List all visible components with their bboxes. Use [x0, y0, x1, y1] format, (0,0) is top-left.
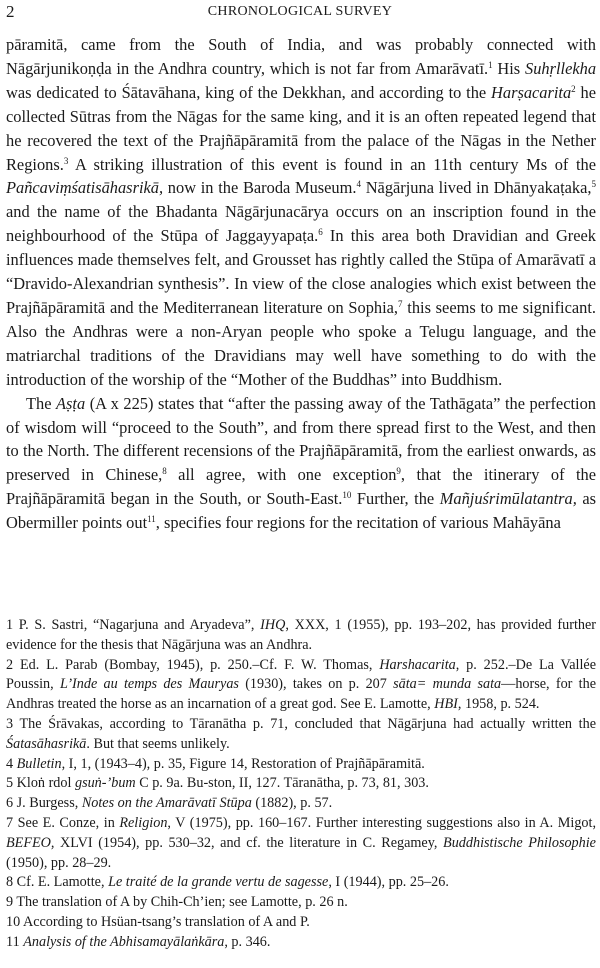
italic-title: Bulletin [16, 755, 62, 772]
text-run: and the name of the Bhadanta Nāgārjunacārya occurs on an inscription found in the neighbourhood of the Stūpa of Jaggayyapaṭa. [6, 202, 596, 246]
page-number: 2 [6, 2, 15, 21]
text-run: . But that seems unlikely. [86, 735, 230, 752]
footnote-ref-10: 10 [342, 490, 352, 501]
italic-title: Le traité de la grande vertu de sagesse [108, 874, 329, 891]
title-harsacarita: Harṣacarita [491, 82, 572, 102]
text-run: (1950), pp. 28–29. [6, 854, 112, 871]
footnote-5 [6, 774, 596, 794]
italic-title: Notes on the Amarāvatī Stūpa [81, 795, 252, 812]
italic-title: BEFEO, [6, 834, 55, 851]
footnote-ref-7: 7 [398, 298, 403, 309]
text-run: C p. 9a. Bu-ston, II, 127. Tāranātha, p. 73, 81, 303. [135, 775, 429, 792]
text-run: , 1958, p. 524. [457, 696, 540, 713]
footnote-ref-3: 3 [63, 155, 69, 166]
footnote-ref-5: 5 [591, 179, 596, 190]
text-run: , p. 252.–De La Vallée Poussin, [6, 656, 596, 693]
footnote-ref-8: 8 [162, 466, 167, 477]
text-run: 6 J. Burgess, [6, 795, 82, 812]
text-run: now in the Baroda Museum. [163, 178, 357, 198]
footnotes [6, 616, 596, 953]
text-run: 5 Kloṅ rdol [6, 775, 75, 792]
footnote-1 [6, 616, 596, 656]
italic-title: Analysis of the Abhisamayālaṅkāra [23, 933, 225, 950]
text-run: , XXX, 1 (1955), pp. 193–202, has provided further evidence for the thesis that Nāgārjuna was an Andhra. [6, 617, 596, 653]
text-run: 11 [6, 933, 24, 950]
footnote-8 [6, 873, 596, 893]
italic-title: Śatasāhasrikā [6, 735, 87, 752]
footnote-9 [6, 893, 596, 913]
footnote-ref-1: 1 [488, 59, 493, 70]
text-run: 10 According to Hsüan-tsang’s translation of A and P. [6, 913, 310, 930]
text-run: (A x 225) states that “after the passing away of the Tathāgata” the perfection of wisdom will “proceed to the South”, and from there spread first to the West, and then to the North. The different recensions of the Prajñāpāramitā, from the earliest onwards, as preserved in Chinese, [6, 393, 596, 485]
footnote-10 [6, 913, 596, 933]
text-run: The [26, 393, 57, 413]
italic-title: Buddhistische Philosophie [443, 834, 596, 851]
italic-title: Religion [119, 814, 168, 831]
text-run: this seems to me significant. Also the Andhras were a non-Aryan people who spoke a Telugu language, and the matriarchal traditions of the Dravidians may well have something to do with the introduction of the worship of the “Mother of the Buddhas” into Buddhism. [6, 297, 596, 389]
text-run: all agree, with one exception [166, 465, 397, 485]
paragraph-1 [6, 33, 596, 392]
text-run: 3 The Śrāvakas, according to Tāranātha p. 71, concluded that Nāgārjuna had actually written the [6, 715, 596, 732]
text-run: he collected Sūtras from the Nāgas for the same king, and it is an often repeated legend that he recovered the text of the Prajñāpāramitā from the palace of the Nāgas in the Nether Regions. [6, 82, 596, 174]
footnote-2 [6, 656, 596, 715]
running-head: CHRONOLOGICAL SURVEY [207, 4, 393, 19]
title-asta: Aṣṭa [56, 393, 86, 413]
text-run: pāramitā, came from the South of India, and was probably connected with Nāgārjunikoṇḍa in the Andhra country, which is not far from Amarāvatī. [6, 35, 596, 78]
text-run: was dedicated to Śātavāhana, king of the Dekkhan, and according to the [6, 82, 492, 102]
text-run: Nāgārjuna lived in Dhānyakaṭaka, [360, 178, 592, 198]
text-run: , V (1975), pp. 160–167. Further interesting suggestions also in A. Migot, [167, 814, 596, 831]
text-run: , I (1944), pp. 25–26. [328, 874, 449, 891]
text-run: 2 Ed. L. Parab (Bombay, 1945), p. 250.–Cf. F. W. Thomas, [6, 656, 380, 673]
text-run: His [492, 58, 525, 78]
footnote-4 [6, 755, 596, 775]
text-run: , p. 346. [224, 933, 271, 950]
footnote-ref-6: 6 [318, 227, 323, 238]
footnote-3 [6, 715, 596, 755]
body-text [6, 33, 596, 535]
text-run: A striking illustration of this event is found in an 11th century Ms of the [68, 154, 596, 174]
italic-title: Harshacarita [379, 656, 456, 673]
footnote-ref-4: 4 [356, 179, 361, 190]
italic-title: gsuṅ-’bum [74, 775, 136, 792]
footnote-ref-9: 9 [396, 466, 401, 477]
text-run: 4 [6, 755, 17, 772]
italic-term: sāta= munda sata [393, 676, 502, 693]
text-run: 9 The translation of A by Chih-Ch’ien; see Lamotte, p. 26 n. [6, 894, 348, 911]
paragraph-2 [6, 392, 596, 535]
footnote-7 [6, 814, 596, 873]
text-run: , that the itinerary of the Prajñāpāramitā began in the South, or South-East. [6, 465, 596, 509]
italic-title: L’Inde au temps des Mauryas [59, 676, 239, 693]
italic-title: IHQ [260, 617, 286, 633]
text-run: 8 Cf. E. Lamotte, [6, 874, 109, 891]
text-run: (1882), p. 57. [251, 795, 333, 812]
text-run: 7 See E. Conze, in [6, 814, 120, 831]
footnote-ref-2: 2 [571, 83, 576, 94]
page-header [6, 0, 594, 24]
text-run: —horse, for the Andhras treated the horse as an incarnation of a great god. See E. Lamotte, [6, 676, 596, 713]
title-pancavimsati: Pañcaviṃśatisāhasrikā, [6, 178, 164, 198]
text-run: XLVI (1954), pp. 530–32, and cf. the literature in C. Regamey, [54, 834, 444, 851]
italic-title: HBI [434, 696, 458, 713]
text-run: , I, 1, (1943–4), p. 35, Figure 14, Restoration of Prajñāpāramitā. [61, 755, 425, 772]
text-run: (1930), takes on p. 207 [238, 676, 394, 693]
text-run: , specifies four regions for the recitation of various Mahāyāna [155, 513, 561, 533]
text-run: Further, the [351, 489, 440, 509]
footnote-ref-11: 11 [147, 514, 156, 525]
title-suhrllekha: Suhṛllekha [525, 58, 597, 78]
footnote-6 [6, 794, 596, 814]
text-run: 1 P. S. Sastri, “Nagarjuna and Aryadeva”, [6, 617, 261, 633]
text-run: In this area both Dravidian and Greek influences made themselves felt, and Grousset has rightly called the Stūpa of Amarāvatī a “Dravido-Alexandrian synthesis”. In view of the close analogies which exist between the Prajñāpāramitā and the Mediterranean literature on Sophia, [6, 226, 597, 317]
footnote-11 [6, 933, 596, 953]
text-run: as Obermiller points out [6, 489, 596, 533]
title-manjusrimulatantra: Mañjuśrimūlatantra, [439, 489, 577, 509]
